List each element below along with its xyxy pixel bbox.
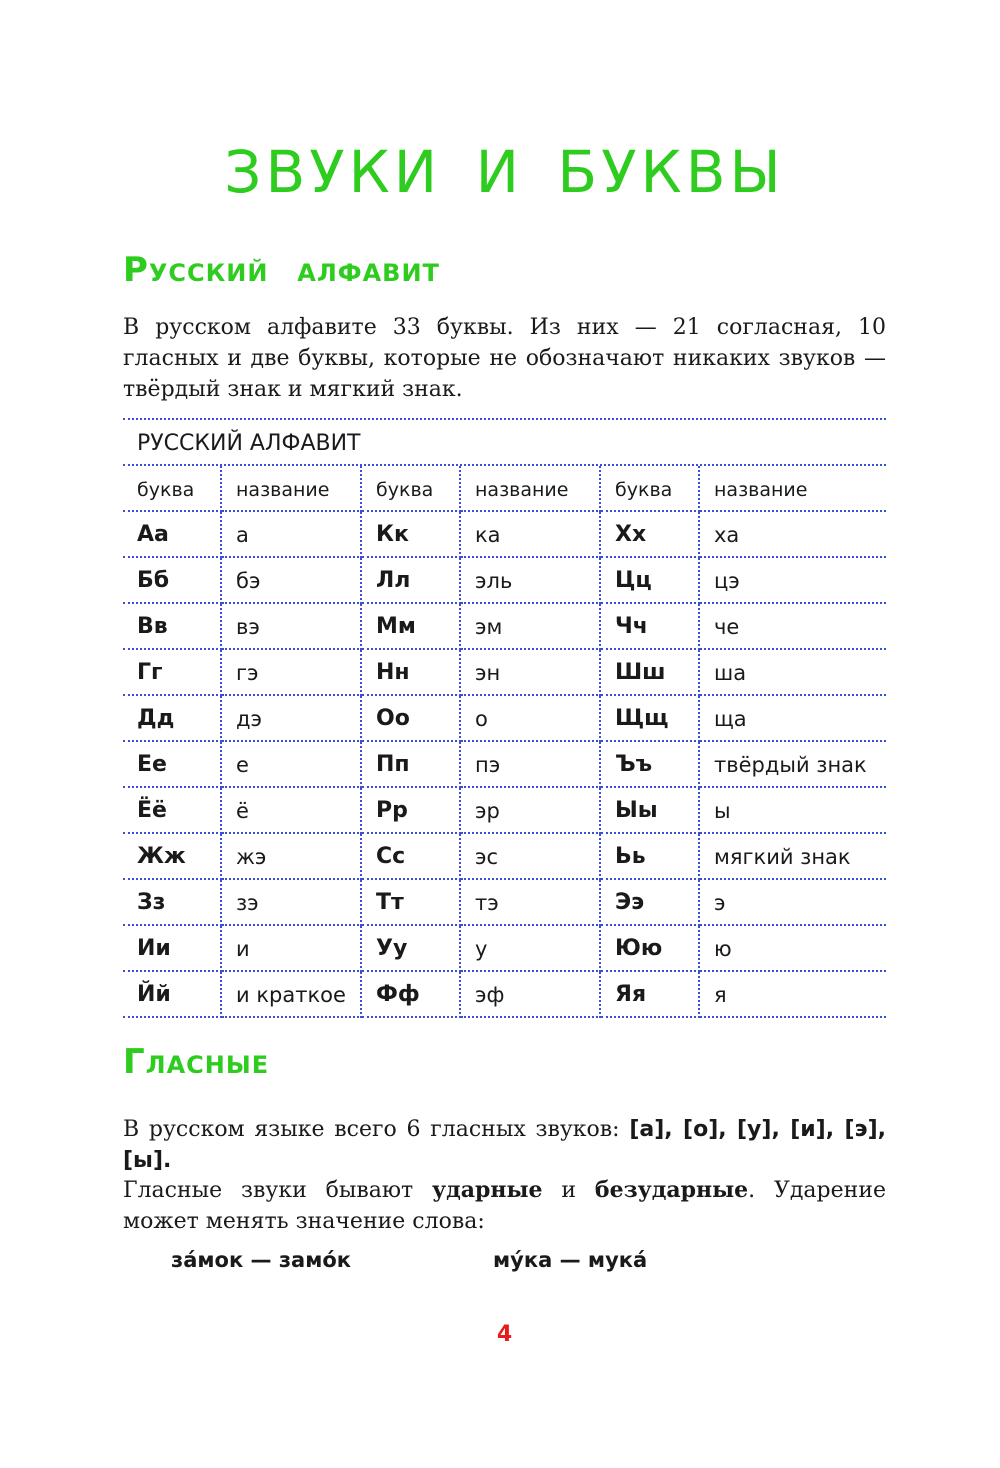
letter-name-cell: эф xyxy=(461,972,601,1018)
letter-name-cell: э xyxy=(700,880,886,926)
letter-cell: Зз xyxy=(123,880,222,926)
example-muka: му́ка — мука́ xyxy=(493,1248,648,1272)
letter-cell: Ёё xyxy=(123,788,222,834)
letter-name-cell: вэ xyxy=(222,604,362,650)
letter-name-cell: мягкий знак xyxy=(700,834,886,880)
letter-cell: Щщ xyxy=(601,696,700,742)
vowels-count-lead: В русском языке всего 6 гласных звуков: xyxy=(123,1117,630,1142)
letter-cell: Хх xyxy=(601,512,700,558)
letter-name-cell: а xyxy=(222,512,362,558)
alphabet-grid xyxy=(123,466,886,1018)
vowel-sounds-list: [а], [о], [у], [и], [э], [ы]. xyxy=(123,1117,886,1173)
page-number: 4 xyxy=(496,1322,513,1347)
letter-name-cell: пэ xyxy=(461,742,601,788)
column-header: название xyxy=(222,466,362,512)
page-title: ЗВУКИ И БУКВЫ xyxy=(224,138,785,206)
stressed-term: ударные xyxy=(432,1177,543,1203)
letter-cell: Лл xyxy=(362,558,461,604)
column-header: буква xyxy=(601,466,700,512)
letter-name-cell: эр xyxy=(461,788,601,834)
letter-cell: Йй xyxy=(123,972,222,1018)
letter-cell: Цц xyxy=(601,558,700,604)
letter-cell: Мм xyxy=(362,604,461,650)
letter-name-cell: ща xyxy=(700,696,886,742)
letter-name-cell: эн xyxy=(461,650,601,696)
stress-text-part-1: Гласные звуки бывают xyxy=(123,1178,433,1203)
letter-name-cell: у xyxy=(461,926,601,972)
letter-cell: Аа xyxy=(123,512,222,558)
letter-cell: Дд xyxy=(123,696,222,742)
letter-name-cell: гэ xyxy=(222,650,362,696)
letter-cell: Вв xyxy=(123,604,222,650)
letter-name-cell: дэ xyxy=(222,696,362,742)
letter-cell: Кк xyxy=(362,512,461,558)
vowels-count-text xyxy=(123,1114,886,1176)
letter-cell: Яя xyxy=(601,972,700,1018)
letter-cell: Ьь xyxy=(601,834,700,880)
letter-name-cell: твёрдый знак xyxy=(700,742,886,788)
letter-cell: Нн xyxy=(362,650,461,696)
letter-cell: Жж xyxy=(123,834,222,880)
letter-name-cell: зэ xyxy=(222,880,362,926)
letter-cell: Фф xyxy=(362,972,461,1018)
letter-cell: Пп xyxy=(362,742,461,788)
letter-cell: Шш xyxy=(601,650,700,696)
letter-name-cell: ка xyxy=(461,512,601,558)
unstressed-term: безударные xyxy=(594,1177,749,1203)
stress-text xyxy=(123,1175,886,1237)
letter-name-cell: и xyxy=(222,926,362,972)
column-header: буква xyxy=(362,466,461,512)
letter-cell: Рр xyxy=(362,788,461,834)
letter-name-cell: я xyxy=(700,972,886,1018)
letter-cell: Ыы xyxy=(601,788,700,834)
alphabet-intro: В русском алфавите 33 буквы. Из них — 21 согласная, 10 гласных и две буквы, которые не обозначают никаких звуков — твёрдый знак и мягкий знак. xyxy=(123,315,886,402)
letter-cell: Ии xyxy=(123,926,222,972)
column-header: название xyxy=(461,466,601,512)
letter-cell: Бб xyxy=(123,558,222,604)
letter-name-cell: ша xyxy=(700,650,886,696)
letter-cell: Тт xyxy=(362,880,461,926)
alphabet-heading: Русский алфавит xyxy=(123,250,440,290)
letter-name-cell: жэ xyxy=(222,834,362,880)
letter-name-cell: ю xyxy=(700,926,886,972)
letter-cell: Уу xyxy=(362,926,461,972)
stress-text-part-3: . Ударение может менять значение слова: xyxy=(123,1178,886,1234)
letter-name-cell: эс xyxy=(461,834,601,880)
letter-name-cell: эм xyxy=(461,604,601,650)
letter-cell: Ее xyxy=(123,742,222,788)
example-zamok: за́мок — замо́к xyxy=(171,1248,352,1272)
vowels-heading: Гласные xyxy=(123,1042,270,1082)
letter-name-cell: бэ xyxy=(222,558,362,604)
letter-name-cell: е xyxy=(222,742,362,788)
letter-cell: Ъъ xyxy=(601,742,700,788)
letter-name-cell: ы xyxy=(700,788,886,834)
letter-name-cell: тэ xyxy=(461,880,601,926)
letter-cell: Чч xyxy=(601,604,700,650)
letter-cell: Ээ xyxy=(601,880,700,926)
letter-name-cell: о xyxy=(461,696,601,742)
stress-text-part-2: и xyxy=(542,1178,595,1203)
letter-name-cell: ха xyxy=(700,512,886,558)
letter-name-cell: ё xyxy=(222,788,362,834)
alphabet-table xyxy=(123,418,886,1018)
letter-cell: Юю xyxy=(601,926,700,972)
letter-cell: Сс xyxy=(362,834,461,880)
letter-cell: Оо xyxy=(362,696,461,742)
letter-name-cell: цэ xyxy=(700,558,886,604)
letter-name-cell: и краткое xyxy=(222,972,362,1018)
letter-cell: Гг xyxy=(123,650,222,696)
column-header: название xyxy=(700,466,886,512)
letter-name-cell: эль xyxy=(461,558,601,604)
column-header: буква xyxy=(123,466,222,512)
letter-name-cell: че xyxy=(700,604,886,650)
table-caption: РУССКИЙ АЛФАВИТ xyxy=(123,418,886,466)
